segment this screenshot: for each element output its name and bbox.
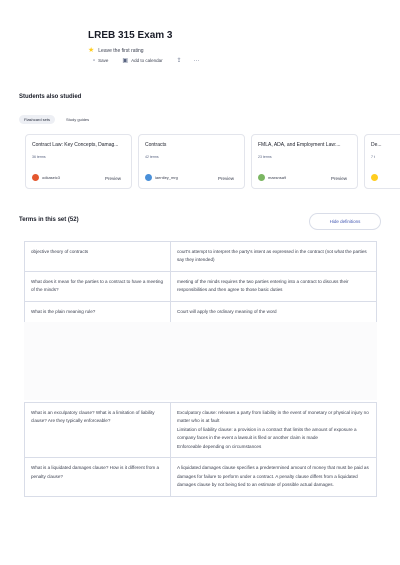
set-actions — [93, 57, 212, 64]
term-row — [25, 302, 376, 322]
rating-text: Leave the first rating — [98, 47, 144, 54]
card-username: odkaseic3 — [42, 175, 61, 180]
preview-button[interactable]: Preview — [217, 176, 234, 181]
save-button[interactable] — [93, 58, 108, 64]
related-set-card[interactable] — [364, 134, 400, 189]
calendar-label: Add to calendar — [131, 58, 163, 63]
students-also-studied-heading: Students also studied — [19, 94, 82, 100]
term-text: What is a liquidated damages clause? How is it different from a penalty clause? — [25, 458, 171, 495]
more-icon[interactable]: ··· — [193, 57, 200, 64]
definition-line: court's attempt to interpret the party's intent as expressed in the contract (not what the parties say they intended) — [177, 249, 367, 263]
definition-line: A liquidated damages clause specifies a predetermined amount of money that must be paid as damages for failure to perform under a contract. A penalty clause differs from a liquidated damages clause by not being tied to an estimate of possible actual damages. — [177, 465, 369, 488]
save-label: Save — [98, 58, 109, 63]
related-sets-carousel — [25, 134, 400, 190]
avatar — [32, 174, 39, 181]
card-term-count: 23 terms — [258, 155, 272, 159]
rating-prompt[interactable] — [88, 47, 144, 54]
card-title: FMLA, ADA, and Employment Law:... — [258, 142, 341, 148]
related-set-card[interactable] — [138, 134, 245, 189]
card-user — [32, 174, 60, 181]
definition-text — [171, 302, 376, 322]
study-tabs — [19, 115, 94, 124]
term-text: What is the plain meaning rule? — [25, 302, 171, 322]
card-username: laentley_mrg — [155, 175, 178, 180]
definition-line: meeting of the minds requires the two parties entering into a contract to discuss their responsibilities and then agree to those basic duties — [177, 278, 349, 293]
tab-flashcard-sets[interactable]: Flashcard sets — [19, 115, 55, 124]
definition-text — [171, 272, 376, 301]
card-user — [371, 174, 378, 181]
card-term-count: 42 terms — [145, 155, 159, 159]
card-title: Contract Law: Key Concepts, Damag... — [32, 142, 119, 148]
card-term-count: 7 t — [371, 155, 375, 159]
preview-button[interactable]: Preview — [104, 176, 121, 181]
definition-line: Court will apply the ordinary meaning of the word — [177, 308, 277, 314]
avatar — [371, 174, 378, 181]
definition-line: Limitation of liability clause: a provision in a contract that limits the amount of exposure a company faces in the event a lawsuit is filed or another claim is made — [177, 426, 357, 441]
card-username: maxsnsa9 — [268, 175, 287, 180]
star-icon: ★ — [88, 47, 95, 54]
avatar — [145, 174, 152, 181]
term-row — [25, 458, 376, 495]
definition-text — [171, 458, 376, 495]
avatar — [258, 174, 265, 181]
tab-study-guides[interactable]: Study guides — [66, 117, 90, 122]
card-term-count: 36 terms — [32, 155, 46, 159]
definition-text — [171, 403, 376, 457]
term-text: What does it mean for the parties to a contract to have a meeting of the minds? — [25, 272, 171, 301]
definition-line: Enforceable depending on circumstances — [177, 443, 262, 449]
terms-list — [24, 402, 377, 497]
card-title: Contracts — [145, 142, 167, 148]
folder-icon: ▫ — [93, 57, 96, 64]
definition-line: Exculpatory clause: releases a party from liability in the event of monetary or physical injury no matter who is at fault — [177, 410, 369, 424]
term-row — [25, 242, 376, 272]
set-title: LREB 315 Exam 3 — [88, 30, 173, 41]
related-set-card[interactable] — [251, 134, 358, 189]
definition-text — [171, 242, 376, 271]
card-user — [258, 174, 286, 181]
ad-placeholder — [24, 322, 377, 400]
calendar-icon: ▣ — [122, 58, 129, 64]
terms-list — [24, 241, 377, 323]
share-icon[interactable]: ⇪ — [176, 58, 182, 64]
term-text: objective theory of contracts — [25, 242, 171, 271]
card-title: De... — [371, 142, 382, 148]
terms-heading: Terms in this set (52) — [19, 217, 79, 223]
related-set-card[interactable] — [25, 134, 132, 189]
term-row — [25, 403, 376, 458]
term-row — [25, 272, 376, 302]
card-user — [145, 174, 178, 181]
preview-button[interactable]: Preview — [330, 176, 347, 181]
add-to-calendar-button[interactable] — [122, 57, 162, 64]
hide-definitions-button[interactable]: Hide definitions — [309, 213, 381, 230]
term-text: What is an exculpatory clause? What is a limitation of liability clause? Are they typically enforceable? — [25, 403, 171, 457]
